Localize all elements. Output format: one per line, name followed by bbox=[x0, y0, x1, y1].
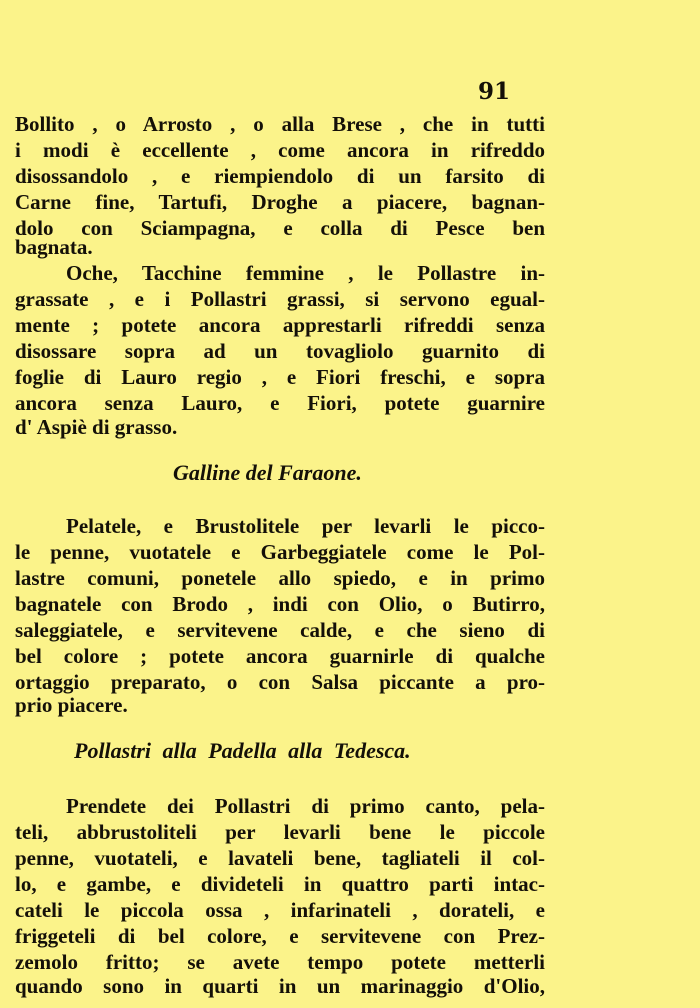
text-line: bagnata. bbox=[15, 235, 93, 259]
text-line: Bollito , o Arrosto , o alla Brese , che in tutti bbox=[15, 112, 545, 136]
page-number: 91 bbox=[478, 78, 511, 105]
text-line: bel colore ; potete ancora guarnirle di qualche bbox=[15, 644, 545, 668]
text-line: foglie di Lauro regio , e Fiori freschi, e sopra bbox=[15, 365, 545, 389]
text-line: lo, e gambe, e divideteli in quattro parti intac- bbox=[15, 872, 545, 896]
text-line: disossare sopra ad un tovagliolo guarnito di bbox=[15, 339, 545, 363]
text-line: friggeteli di bel colore, e servitevene con Prez- bbox=[15, 924, 545, 948]
text-line: i modi è eccellente , come ancora in rifreddo bbox=[15, 138, 545, 162]
text-line: ancora senza Lauro, e Fiori, potete guarnire bbox=[15, 391, 545, 415]
text-line: zemolo fritto; se avete tempo potete metterli bbox=[15, 950, 545, 974]
text-line: teli, abbrustoliteli per levarli bene le piccole bbox=[15, 820, 545, 844]
text-line: Oche, Tacchine femmine , le Pollastre in- bbox=[66, 261, 545, 285]
section-heading: Pollastri alla Padella alla Tedesca. bbox=[74, 738, 411, 763]
text-line: penne, vuotateli, e lavateli bene, tagliateli il col- bbox=[15, 846, 545, 870]
text-line: bagnatele con Brodo , indi con Olio, o Butirro, bbox=[15, 592, 545, 616]
text-line: Prendete dei Pollastri di primo canto, pela- bbox=[66, 794, 545, 818]
text-line: disossandolo , e riempiendolo di un farsito di bbox=[15, 164, 545, 188]
text-line: le penne, vuotatele e Garbeggiatele come le Pol- bbox=[15, 540, 545, 564]
text-line: mente ; potete ancora apprestarli rifreddi senza bbox=[15, 313, 545, 337]
text-line: saleggiatele, e servitevene calde, e che sieno di bbox=[15, 618, 545, 642]
text-line: Carne fine, Tartufi, Droghe a piacere, bagnan- bbox=[15, 190, 545, 214]
text-line: grassate , e i Pollastri grassi, si servono egual- bbox=[15, 287, 545, 311]
text-line: d' Aspiè di grasso. bbox=[15, 415, 178, 439]
text-line: dolo con Sciampagna, e colla di Pesce ben bbox=[15, 216, 545, 240]
text-line: ortaggio preparato, o con Salsa piccante a pro- bbox=[15, 670, 545, 694]
text-line: quando sono in quarti in un marinaggio d'Olio, bbox=[15, 974, 545, 998]
text-line: cateli le piccola ossa , infarinateli , dorateli, e bbox=[15, 898, 545, 922]
text-line: Pelatele, e Brustolitele per levarli le picco- bbox=[66, 514, 545, 538]
section-heading: Galline del Faraone. bbox=[173, 460, 362, 485]
text-line: lastre comuni, ponetele allo spiedo, e in primo bbox=[15, 566, 545, 590]
text-line: prio piacere. bbox=[15, 693, 128, 717]
